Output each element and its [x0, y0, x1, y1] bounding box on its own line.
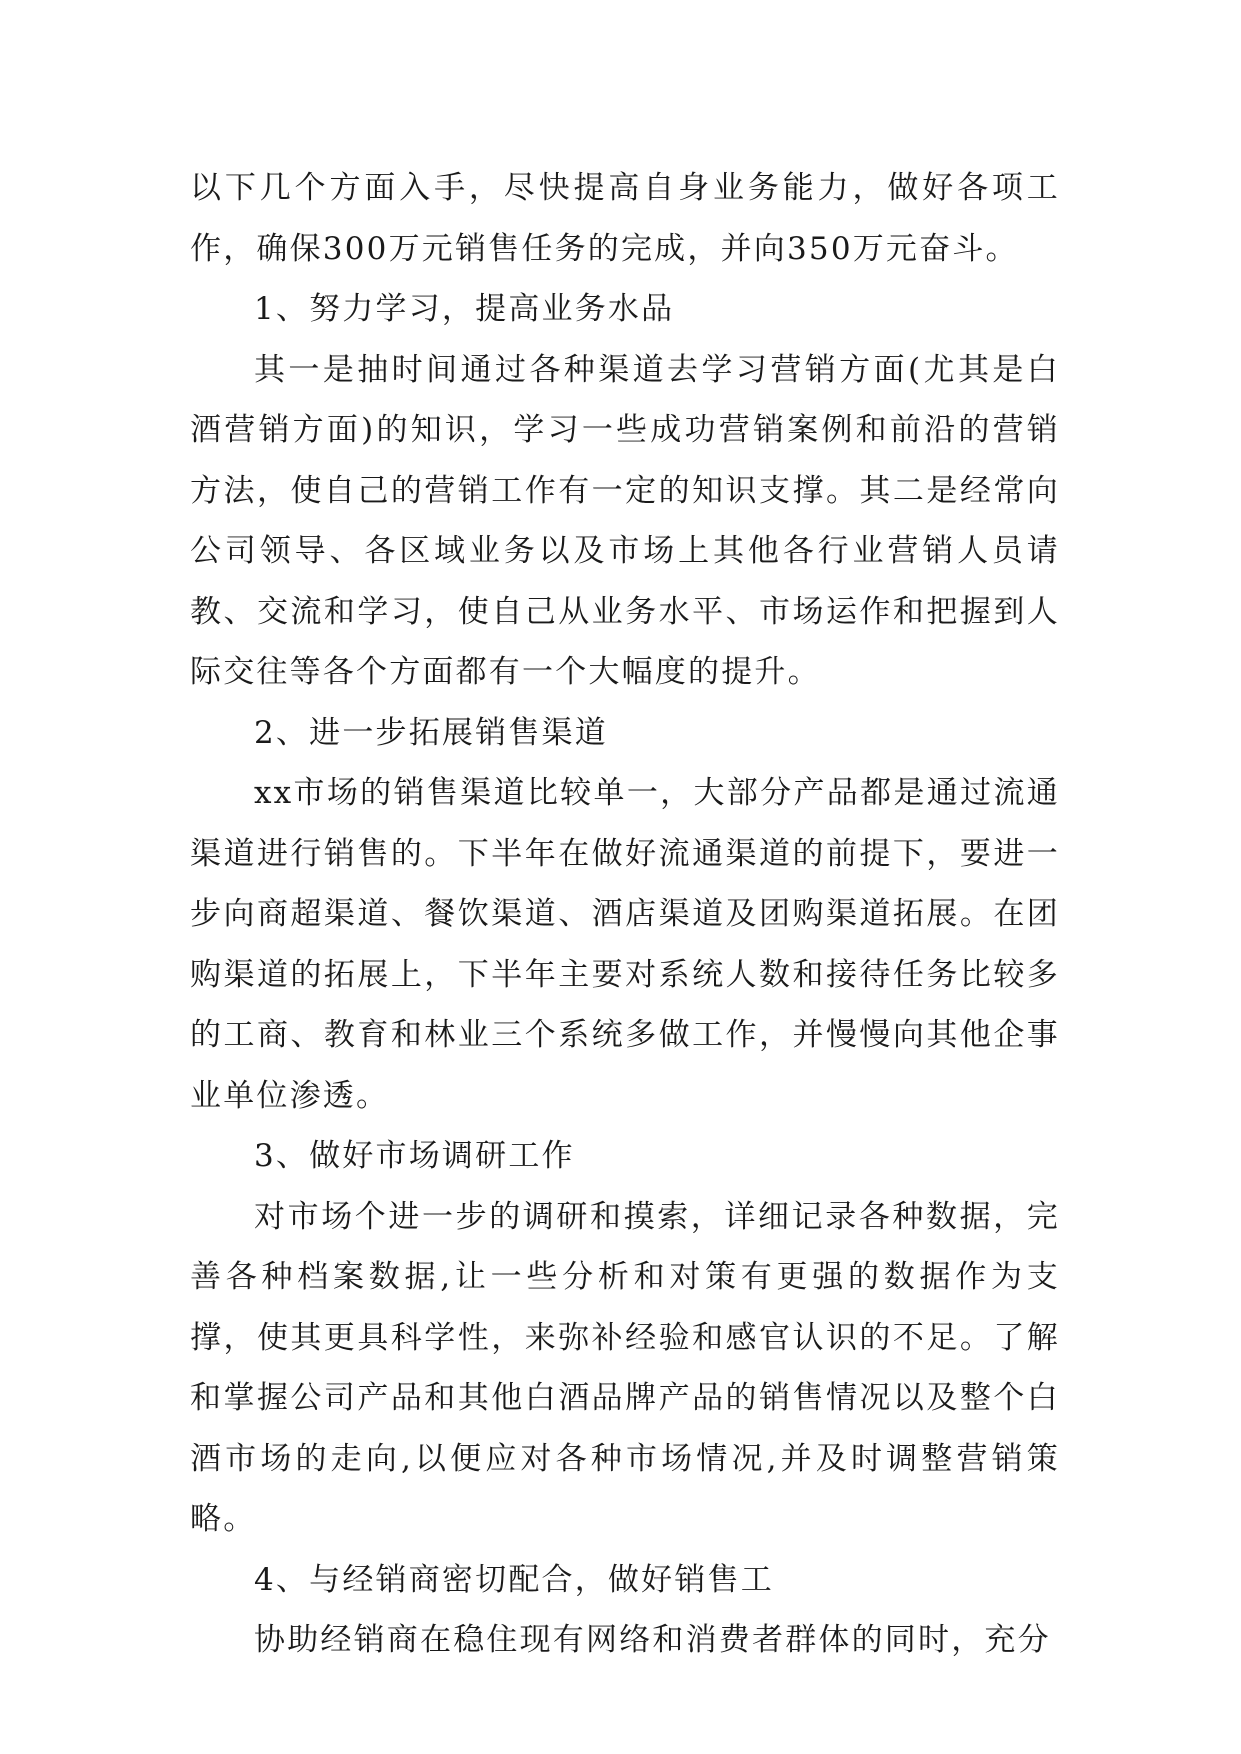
section-heading-2: 2、进一步拓展销售渠道	[254, 714, 608, 751]
document-body	[190, 158, 1060, 1671]
paragraph-section-2: xx市场的销售渠道比较单一，大部分产品都是通过流通渠道进行销售的。下半年在做好流通渠道的前提下，要进一步向商超渠道、餐饮渠道、酒店渠道及团购渠道拓展。在团购渠道的拓展上，下半年主要对系统人数和接待任务比较多的工商、教育和林业三个系统多做工作，并慢慢向其他企事业单位渗透。	[190, 775, 1060, 1114]
paragraph-section-3: 对市场个进一步的调研和摸索，详细记录各种数据，完善各种档案数据,让一些分析和对策有更强的数据作为支撑，使其更具科学性，来弥补经验和感官认识的不足。了解和掌握公司产品和其他白酒品牌产品的销售情况以及整个白酒市场的走向,以便应对各种市场情况,并及时调整营销策略。	[190, 1198, 1060, 1537]
paragraph-section-1: 其一是抽时间通过各种渠道去学习营销方面(尤其是白酒营销方面)的知识，学习一些成功营销案例和前沿的营销方法，使自己的营销工作有一定的知识支撑。其二是经常向公司领导、各区域业务以及市场上其他各行业营销人员请教、交流和学习，使自己从业务水平、市场运作和把握到人际交往等各个方面都有一个大幅度的提升。	[190, 351, 1060, 690]
paragraph-section-4: 协助经销商在稳住现有网络和消费者群体的同时，充分	[254, 1622, 1051, 1658]
paragraph-intro: 以下几个方面入手，尽快提高自身业务能力，做好各项工作，确保300万元销售任务的完成，并向350万元奋斗。	[190, 170, 1060, 267]
section-heading-3: 3、做好市场调研工作	[254, 1138, 575, 1174]
section-heading-4: 4、与经销商密切配合，做好销售工	[254, 1561, 774, 1598]
section-heading-1: 1、努力学习，提高业务水品	[254, 291, 675, 327]
